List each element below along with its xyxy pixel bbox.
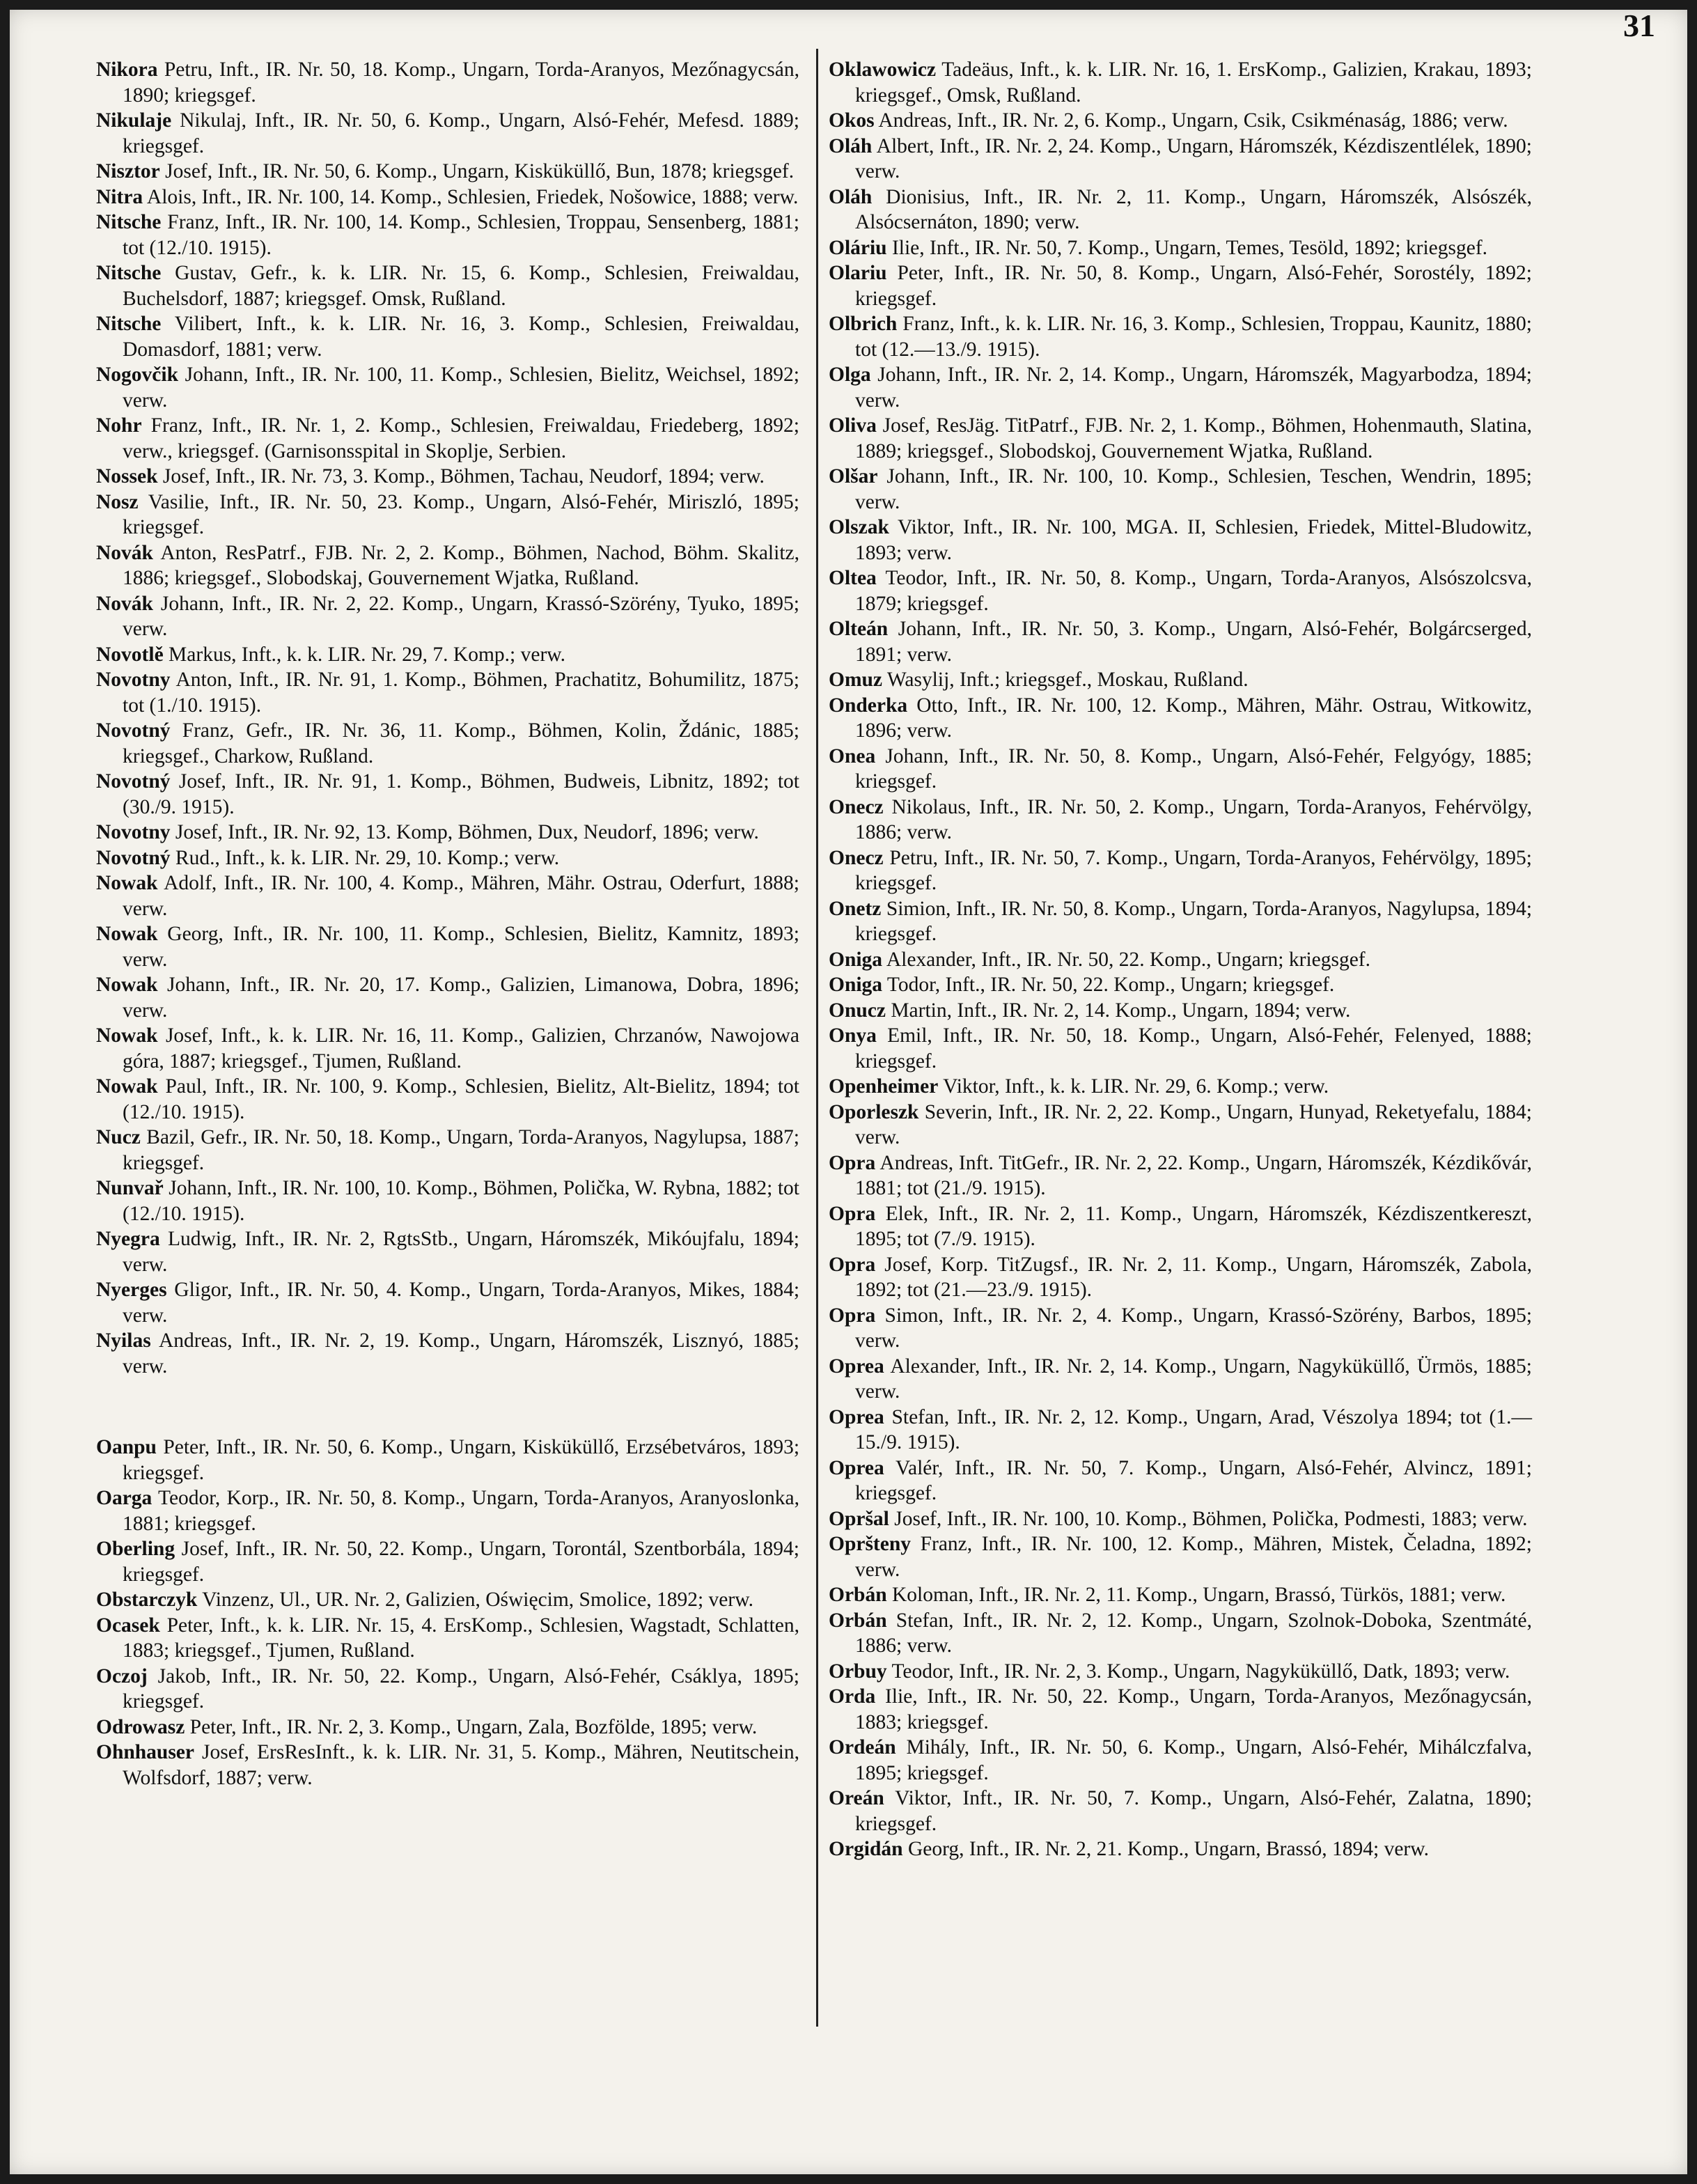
entry-surname: Nyegra (96, 1228, 160, 1250)
entry-surname: Nikulaje (96, 109, 172, 132)
entry-surname: Orda (829, 1685, 876, 1708)
register-entry (96, 972, 799, 1023)
register-entry (96, 1435, 799, 1485)
register-entry (96, 1125, 799, 1176)
entry-surname: Novotny (96, 669, 171, 691)
entry-details: Tadeäus, Inft., k. k. LIR. Nr. 16, 1. ErsKomp., Galizien, Krakau, 1893; kriegsgef., Omsk, Rußland. (855, 58, 1533, 107)
register-entry (829, 693, 1532, 744)
entry-details: Johann, Inft., IR. Nr. 2, 14. Komp., Ungarn, Háromszék, Magyarbodza, 1894; verw. (855, 364, 1532, 412)
register-entry (96, 1485, 799, 1536)
entry-surname: Oberling (96, 1538, 175, 1560)
entry-surname: Okos (829, 109, 875, 132)
entry-details: Todor, Inft., IR. Nr. 50, 22. Komp., Ungarn; kriegsgef. (886, 974, 1335, 996)
entry-details: Otto, Inft., IR. Nr. 100, 12. Komp., Mähren, Mähr. Ostrau, Witkowitz, 1896; verw. (855, 694, 1532, 742)
register-entry (829, 1354, 1532, 1405)
entry-surname: Odrowasz (96, 1715, 185, 1738)
entry-surname: Oliva (829, 414, 877, 437)
register-entry (829, 1531, 1532, 1582)
entry-surname: Orgidán (829, 1838, 903, 1860)
right-column (829, 57, 1532, 1862)
entry-details: Bazil, Gefr., IR. Nr. 50, 18. Komp., Ungarn, Torda-Aranyos, Nagylupsa, 1887; kriegsgef. (123, 1126, 799, 1174)
entry-details: Franz, Inft., IR. Nr. 100, 14. Komp., Schlesien, Troppau, Sensenberg, 1881; tot (12./10. 1915). (123, 211, 800, 259)
entry-details: Viktor, Inft., k. k. LIR. Nr. 29, 6. Komp.; verw. (943, 1075, 1329, 1098)
register-entry (829, 1023, 1532, 1074)
register-entry (829, 744, 1532, 795)
entry-surname: Novák (96, 592, 153, 615)
register-entry (829, 1735, 1532, 1786)
entry-surname: Olšar (829, 465, 878, 488)
register-entry (96, 1664, 799, 1715)
register-entry (829, 616, 1532, 667)
entry-details: Andreas, Inft. TitGefr., IR. Nr. 2, 22. Komp., Ungarn, Háromszék, Kézdikővár, 1881; tot (21./9. 1915). (855, 1151, 1532, 1199)
register-entry (96, 845, 799, 871)
register-entry (96, 591, 799, 642)
entry-details: Josef, Inft., IR. Nr. 50, 6. Komp., Ungarn, Kisküküllő, Bun, 1878; kriegsgef. (165, 160, 795, 182)
entry-surname: Nisztor (96, 160, 160, 182)
register-entry (829, 998, 1532, 1024)
entry-surname: Oniga (829, 974, 883, 996)
register-entry (829, 566, 1532, 616)
entry-surname: Nogovčik (96, 364, 178, 386)
entry-surname: Nucz (96, 1126, 141, 1148)
entry-surname: Olga (829, 364, 871, 386)
entry-details: Ilie, Inft., IR. Nr. 50, 22. Komp., Ungarn, Torda-Aranyos, Mezőnagycsán, 1883; kriegsgef. (855, 1685, 1533, 1733)
entry-surname: Novotný (96, 770, 171, 793)
register-entry (829, 1456, 1532, 1506)
entry-details: Simion, Inft., IR. Nr. 50, 8. Komp., Ungarn, Torda-Aranyos, Nagylupsa, 1894; kriegsgef. (855, 897, 1533, 945)
entry-surname: Nitsche (96, 313, 162, 335)
register-entry (829, 845, 1532, 896)
register-entry (829, 311, 1532, 362)
register-entry (829, 57, 1532, 108)
register-entry (96, 1536, 799, 1587)
entry-details: Albert, Inft., IR. Nr. 2, 24. Komp., Ungarn, Háromszék, Kézdiszentlélek, 1890; verw. (855, 134, 1532, 182)
entry-surname: Oprea (829, 1355, 884, 1378)
register-entry (96, 1587, 799, 1613)
entry-details: Dionisius, Inft., IR. Nr. 2, 11. Komp., Ungarn, Háromszék, Alsószék, Alsócsernáton, 1890; verw. (855, 185, 1532, 233)
register-entry (829, 947, 1532, 973)
entry-details: Valér, Inft., IR. Nr. 50, 7. Komp., Ungarn, Alsó-Fehér, Alvincz, 1891; kriegsgef. (855, 1456, 1532, 1504)
register-entry (96, 718, 799, 769)
entry-surname: Opra (829, 1151, 876, 1174)
entry-details: Wasylij, Inft.; kriegsgef., Moskau, Rußland. (886, 669, 1249, 691)
entry-details: Teodor, Inft., IR. Nr. 50, 8. Komp., Ungarn, Torda-Aranyos, Alsószolcsva, 1879; kriegsgef. (855, 567, 1532, 615)
register-entry (829, 185, 1532, 235)
entry-details: Josef, ResJäg. TitPatrf., FJB. Nr. 2, 1. Komp., Böhmen, Hohenmauth, Slatina, 1889; kriegsgef., Slobodskoj, Gouvernement Wjatka, Rußland. (855, 414, 1533, 462)
entry-details: Teodor, Inft., IR. Nr. 2, 3. Komp., Ungarn, Nagyküküllő, Datk, 1893; verw. (891, 1660, 1510, 1683)
entry-details: Josef, Inft., IR. Nr. 100, 10. Komp., Böhmen, Polička, Podmesti, 1883; verw. (894, 1507, 1528, 1530)
entry-surname: Orbuy (829, 1660, 887, 1683)
register-entry (96, 1740, 799, 1791)
register-entry (829, 795, 1532, 845)
right-entries-o (829, 57, 1532, 1862)
register-entry (829, 515, 1532, 566)
entry-surname: Onya (829, 1024, 877, 1047)
entry-surname: Onecz (829, 795, 884, 818)
entry-surname: Opra (829, 1202, 876, 1225)
entry-details: Teodor, Korp., IR. Nr. 50, 8. Komp., Ungarn, Torda-Aranyos, Aranyoslonka, 1881; kriegsgef. (123, 1487, 799, 1535)
entry-surname: Nohr (96, 414, 142, 437)
entry-surname: Ocasek (96, 1614, 160, 1637)
entry-details: Franz, Gefr., IR. Nr. 36, 11. Komp., Böhmen, Kolin, Ždánic, 1885; kriegsgef., Charkow, Rußland. (123, 719, 799, 767)
entry-details: Josef, Inft., IR. Nr. 91, 1. Komp., Böhmen, Budweis, Libnitz, 1892; tot (30./9. 1915). (123, 770, 800, 818)
entry-surname: Nitsche (96, 262, 162, 284)
entry-details: Josef, Inft., IR. Nr. 73, 3. Komp., Böhmen, Tachau, Neudorf, 1894; verw. (162, 465, 765, 488)
entry-surname: Olariu (829, 262, 887, 284)
entry-surname: Olbrich (829, 313, 898, 335)
register-entry (96, 108, 799, 159)
entry-details: Franz, Inft., IR. Nr. 1, 2. Komp., Schlesien, Freiwaldau, Friedeberg, 1892; verw., kriegsgef. (Garnisonsspital in Skoplje, Serbien. (123, 414, 800, 462)
entry-details: Georg, Inft., IR. Nr. 100, 11. Komp., Schlesien, Bielitz, Kamnitz, 1893; verw. (123, 923, 800, 971)
entry-details: Vasilie, Inft., IR. Nr. 50, 23. Komp., Ungarn, Alsó-Fehér, Miriszló, 1895; kriegsgef. (123, 490, 799, 538)
entry-surname: Oláh (829, 134, 873, 157)
entry-details: Franz, Inft., IR. Nr. 100, 12. Komp., Mähren, Mistek, Čeladna, 1892; verw. (855, 1533, 1532, 1581)
entry-details: Jakob, Inft., IR. Nr. 50, 22. Komp., Ungarn, Alsó-Fehér, Csáklya, 1895; kriegsgef. (123, 1664, 800, 1713)
register-entry (829, 1405, 1532, 1456)
entry-surname: Oláriu (829, 236, 887, 259)
entry-surname: Onderka (829, 694, 908, 717)
entry-surname: Oprea (829, 1456, 884, 1479)
entry-surname: Oarga (96, 1487, 153, 1509)
entry-details: Severin, Inft., IR. Nr. 2, 22. Komp., Ungarn, Hunyad, Reketyefalu, 1884; verw. (855, 1100, 1532, 1148)
page-number: 31 (1623, 8, 1655, 43)
entry-details: Ilie, Inft., IR. Nr. 50, 7. Komp., Ungarn, Temes, Tesöld, 1892; kriegsgef. (891, 236, 1488, 259)
entry-surname: Orbán (829, 1584, 887, 1606)
register-entry (829, 1786, 1532, 1836)
entry-surname: Nowak (96, 974, 158, 996)
entry-details: Nikulaj, Inft., IR. Nr. 50, 6. Komp., Ungarn, Alsó-Fehér, Mefesd. 1889; kriegsgef. (123, 109, 800, 157)
entry-surname: Openheimer (829, 1075, 939, 1098)
register-entry (829, 1074, 1532, 1100)
entry-details: Alois, Inft., IR. Nr. 100, 14. Komp., Schlesien, Friedek, Nošowice, 1888; verw. (146, 185, 799, 208)
entry-details: Johann, Inft., IR. Nr. 100, 10. Komp., Schlesien, Teschen, Wendrin, 1895; verw. (855, 465, 1533, 513)
register-entry (96, 769, 799, 820)
register-entry (96, 1074, 799, 1125)
entry-surname: Omuz (829, 669, 883, 691)
entry-details: Josef, Inft., k. k. LIR. Nr. 16, 11. Komp., Galizien, Chrzanów, Nawojowa góra, 1887; kriegsgef., Tjumen, Rußland. (123, 1024, 799, 1072)
register-entry (829, 1201, 1532, 1252)
register-entry (829, 362, 1532, 413)
register-entry (96, 57, 799, 108)
entry-details: Peter, Inft., IR. Nr. 50, 8. Komp., Ungarn, Alsó-Fehér, Sorostély, 1892; kriegsgef. (855, 262, 1532, 310)
entry-surname: Opra (829, 1253, 876, 1276)
entry-details: Anton, Inft., IR. Nr. 91, 1. Komp., Böhmen, Prachatitz, Bohumilitz, 1875; tot (1./10. 1915). (123, 669, 799, 717)
register-entry (96, 260, 799, 311)
entry-details: Petru, Inft., IR. Nr. 50, 7. Komp., Ungarn, Torda-Aranyos, Fehérvölgy, 1895; kriegsgef. (855, 846, 1533, 894)
entry-surname: Nowak (96, 1024, 158, 1047)
entry-details: Anton, ResPatrf., FJB. Nr. 2, 2. Komp., Böhmen, Nachod, Böhm. Skalitz, 1886; kriegsgef., Slobodskaj, Gouvernement Wjatka, Rußland. (123, 541, 799, 589)
entry-surname: Oltea (829, 567, 877, 589)
register-entry (96, 464, 799, 490)
entry-surname: Onea (829, 744, 876, 767)
entry-details: Martin, Inft., IR. Nr. 2, 14. Komp., Ungarn, 1894; verw. (891, 999, 1351, 1022)
register-entry (829, 972, 1532, 998)
entry-surname: Nitsche (96, 211, 162, 233)
entry-details: Alexander, Inft., IR. Nr. 50, 22. Komp., Ungarn; kriegsgef. (886, 948, 1371, 971)
register-entry (96, 1715, 799, 1740)
entry-surname: Nosz (96, 490, 139, 513)
entry-details: Franz, Inft., k. k. LIR. Nr. 16, 3. Komp., Schlesien, Troppau, Kaunitz, 1880; tot (12.—13./9. 1915). (855, 313, 1532, 361)
entry-details: Emil, Inft., IR. Nr. 50, 18. Komp., Ungarn, Alsó-Fehér, Felenyed, 1888; kriegsgef. (855, 1024, 1532, 1072)
entry-details: Koloman, Inft., IR. Nr. 2, 11. Komp., Ungarn, Brassó, Türkös, 1881; verw. (891, 1584, 1506, 1606)
register-entry (96, 1328, 799, 1379)
register-entry (96, 413, 799, 464)
register-entry (829, 464, 1532, 515)
entry-details: Gligor, Inft., IR. Nr. 50, 4. Komp., Ungarn, Torda-Aranyos, Mikes, 1884; verw. (123, 1279, 800, 1327)
entry-details: Markus, Inft., k. k. LIR. Nr. 29, 7. Komp.; verw. (169, 643, 566, 666)
register-entry (96, 540, 799, 591)
entry-details: Gustav, Gefr., k. k. LIR. Nr. 15, 6. Komp., Schlesien, Freiwaldau, Buchelsdorf, 1887; kriegsgef. Omsk, Rußland. (123, 262, 799, 310)
entry-surname: Nikora (96, 58, 158, 81)
register-entry (96, 362, 799, 413)
register-entry (96, 1176, 799, 1226)
entry-details: Johann, Inft., IR. Nr. 2, 22. Komp., Ungarn, Krassó-Szörény, Tyuko, 1895; verw. (123, 592, 799, 640)
register-entry (96, 642, 799, 668)
entry-details: Mihály, Inft., IR. Nr. 50, 6. Komp., Ungarn, Alsó-Fehér, Mihálczfalva, 1895; kriegsgef. (855, 1736, 1533, 1784)
entry-surname: Oanpu (96, 1436, 157, 1458)
entry-surname: Orbán (829, 1609, 887, 1632)
register-entry (96, 871, 799, 921)
entry-surname: Ohnhauser (96, 1741, 194, 1763)
entry-surname: Novotný (96, 846, 171, 869)
entry-details: Vilibert, Inft., k. k. LIR. Nr. 16, 3. Komp., Schlesien, Freiwaldau, Domasdorf, 1881; verw. (123, 313, 799, 361)
register-entry (96, 490, 799, 540)
entry-details: Petru, Inft., IR. Nr. 50, 18. Komp., Ungarn, Torda-Aranyos, Mezőnagycsán, 1890; kriegsgef. (123, 58, 799, 107)
entry-details: Peter, Inft., k. k. LIR. Nr. 15, 4. ErsKomp., Schlesien, Wagstadt, Schlatten, 1883; kriegsgef., Tjumen, Rußland. (123, 1614, 799, 1662)
entry-details: Georg, Inft., IR. Nr. 2, 21. Komp., Ungarn, Brassó, 1894; verw. (907, 1838, 1429, 1860)
register-entry (829, 1582, 1532, 1608)
register-entry (829, 108, 1532, 134)
entry-surname: Olszak (829, 516, 889, 538)
entry-surname: Novotlě (96, 643, 164, 666)
entry-details: Elek, Inft., IR. Nr. 2, 11. Komp., Ungarn, Háromszék, Kézdiszentkereszt, 1895; tot (7./9. 1915). (855, 1202, 1532, 1250)
register-entry (829, 134, 1532, 185)
register-entry (829, 1608, 1532, 1659)
register-entry (96, 1023, 799, 1074)
entry-details: Simon, Inft., IR. Nr. 2, 4. Komp., Ungarn, Krassó-Szörény, Barbos, 1895; verw. (855, 1304, 1533, 1352)
entry-surname: Nowak (96, 923, 158, 945)
entry-details: Andreas, Inft., IR. Nr. 2, 19. Komp., Ungarn, Háromszék, Lisznyó, 1885; verw. (123, 1329, 800, 1378)
entry-details: Josef, Inft., IR. Nr. 92, 13. Komp, Böhmen, Dux, Neudorf, 1896; verw. (175, 821, 759, 843)
register-entry (96, 667, 799, 718)
register-entry (96, 1613, 799, 1664)
register-entry (96, 921, 799, 972)
entry-details: Johann, Inft., IR. Nr. 50, 3. Komp., Ungarn, Alsó-Fehér, Bolgárcserged, 1891; verw. (855, 618, 1532, 666)
left-column (96, 57, 799, 1791)
register-entry (829, 1836, 1532, 1862)
left-entries-o (96, 1435, 799, 1791)
register-entry (829, 1150, 1532, 1201)
entry-details: Josef, Korp. TitZugsf., IR. Nr. 2, 11. Komp., Ungarn, Háromszék, Zabola, 1892; tot (21.—23./9. 1915). (855, 1253, 1533, 1301)
register-entry (829, 1100, 1532, 1150)
entry-details: Josef, Inft., IR. Nr. 50, 22. Komp., Ungarn, Torontál, Szentborbála, 1894; kriegsgef. (123, 1538, 800, 1586)
register-entry (829, 1659, 1532, 1685)
entry-surname: Onetz (829, 897, 882, 920)
register-entry (829, 235, 1532, 261)
register-entry (829, 1303, 1532, 1354)
entry-details: Josef, ErsResInft., k. k. LIR. Nr. 31, 5. Komp., Mähren, Neutitschein, Wolfsdorf, 1887; verw. (123, 1741, 800, 1789)
entry-surname: Oniga (829, 948, 883, 971)
column-divider (816, 49, 818, 2027)
entry-surname: Obstarczyk (96, 1589, 198, 1611)
entry-surname: Opra (829, 1304, 876, 1327)
entry-details: Paul, Inft., IR. Nr. 100, 9. Komp., Schlesien, Bielitz, Alt-Bielitz, 1894; tot (12./10. 1915). (123, 1075, 800, 1123)
register-entry (96, 210, 799, 260)
entry-surname: Nyerges (96, 1279, 167, 1301)
entry-details: Ludwig, Inft., IR. Nr. 2, RgtsStb., Ungarn, Háromszék, Mikóujfalu, 1894; verw. (123, 1228, 799, 1276)
entry-surname: Nowak (96, 872, 158, 894)
entry-surname: Onecz (829, 846, 884, 869)
entry-surname: Nossek (96, 465, 158, 488)
entry-details: Viktor, Inft., IR. Nr. 100, MGA. II, Schlesien, Friedek, Mittel-Bludowitz, 1893; verw. (855, 516, 1532, 564)
entry-details: Viktor, Inft., IR. Nr. 50, 7. Komp., Ungarn, Alsó-Fehér, Zalatna, 1890; kriegsgef. (855, 1787, 1532, 1835)
entry-details: Vinzenz, Ul., UR. Nr. 2, Galizien, Oświęcim, Smolice, 1892; verw. (202, 1589, 753, 1611)
entry-details: Stefan, Inft., IR. Nr. 2, 12. Komp., Ungarn, Arad, Vészolya 1894; tot (1.—15./9. 1915). (855, 1405, 1532, 1453)
register-entry (829, 667, 1532, 693)
register-entry (829, 1506, 1532, 1532)
entry-surname: Nyilas (96, 1329, 151, 1352)
entry-surname: Nowak (96, 1075, 158, 1098)
entry-surname: Novotný (96, 719, 171, 742)
section-gap (96, 1379, 799, 1435)
register-entry (829, 413, 1532, 464)
entry-surname: Onucz (829, 999, 886, 1022)
register-entry (829, 260, 1532, 311)
entry-surname: Nunvař (96, 1177, 164, 1199)
entry-details: Andreas, Inft., IR. Nr. 2, 6. Komp., Ungarn, Csik, Csikménaság, 1886; verw. (878, 109, 1508, 132)
entry-surname: Ordeán (829, 1736, 896, 1758)
entry-surname: Olteán (829, 618, 889, 640)
register-entry (96, 159, 799, 185)
register-entry (96, 185, 799, 210)
entry-surname: Oklawowicz (829, 58, 937, 81)
entry-surname: Nitra (96, 185, 143, 208)
entry-details: Peter, Inft., IR. Nr. 2, 3. Komp., Ungarn, Zala, Bozfölde, 1895; verw. (189, 1715, 758, 1738)
register-entry (96, 1226, 799, 1277)
entry-surname: Opršteny (829, 1533, 911, 1555)
register-entry (96, 1277, 799, 1328)
entry-details: Stefan, Inft., IR. Nr. 2, 12. Komp., Ungarn, Szolnok-Doboka, Szentmáté, 1886; verw. (855, 1609, 1532, 1657)
register-entry (96, 820, 799, 845)
entry-surname: Oreán (829, 1787, 884, 1809)
register-entry (829, 896, 1532, 947)
entry-details: Peter, Inft., IR. Nr. 50, 6. Komp., Ungarn, Kisküküllő, Erzsébetváros, 1893; kriegsgef. (123, 1436, 800, 1484)
entry-details: Alexander, Inft., IR. Nr. 2, 14. Komp., Ungarn, Nagyküküllő, Ürmös, 1885; verw. (855, 1355, 1532, 1403)
entry-surname: Oláh (829, 185, 873, 208)
entry-surname: Novotny (96, 821, 171, 843)
entry-surname: Opršal (829, 1507, 889, 1530)
entry-details: Johann, Inft., IR. Nr. 100, 11. Komp., Schlesien, Bielitz, Weichsel, 1892; verw. (123, 364, 800, 412)
entry-details: Adolf, Inft., IR. Nr. 100, 4. Komp., Mähren, Mähr. Ostrau, Oderfurt, 1888; verw. (123, 872, 799, 920)
entry-surname: Oczoj (96, 1664, 148, 1687)
register-entry (829, 1684, 1532, 1735)
entry-details: Johann, Inft., IR. Nr. 20, 17. Komp., Galizien, Limanowa, Dobra, 1896; verw. (123, 974, 799, 1022)
entry-surname: Oporleszk (829, 1100, 919, 1123)
entry-details: Johann, Inft., IR. Nr. 50, 8. Komp., Ungarn, Alsó-Fehér, Felgyógy, 1885; kriegsgef. (855, 744, 1533, 793)
entry-details: Johann, Inft., IR. Nr. 100, 10. Komp., Böhmen, Polička, W. Rybna, 1882; tot (12./10. 1915). (123, 1177, 799, 1225)
register-entry (96, 311, 799, 362)
left-entries-n (96, 57, 799, 1379)
entry-surname: Oprea (829, 1405, 884, 1428)
entry-surname: Novák (96, 541, 153, 564)
register-entry (829, 1252, 1532, 1303)
entry-details: Nikolaus, Inft., IR. Nr. 50, 2. Komp., Ungarn, Torda-Aranyos, Fehérvölgy, 1886; verw. (855, 795, 1533, 843)
entry-details: Rud., Inft., k. k. LIR. Nr. 29, 10. Komp.; verw. (175, 846, 560, 869)
